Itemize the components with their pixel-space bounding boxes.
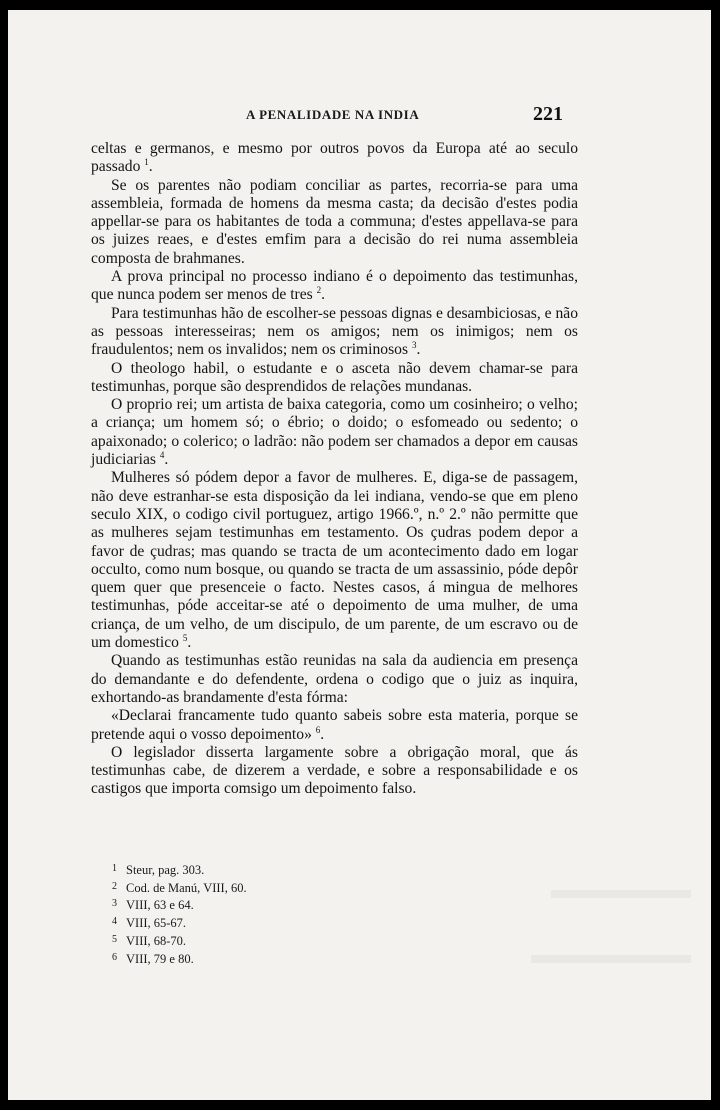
paragraph: Mulheres só pódem depor a favor de mulheres. E, diga-se de passagem, não deve estranhar-se esta disposição da lei indiana, vendo-se que em pleno seculo XIX, o codigo civil portuguez, artigo 1966.º, n.º 2.º não permitte que as mulheres sejam testimunhas em testamento. Os çudras podem depor a favor de çudras; mas quando se tracta de um acontecimento dado em logar occulto, como num bosque, ou quando se tracta de um assassinio, póde depôr quem quer que presenceie o facto. Nestes casos, á mingua de melhores testimunhas, póde acceitar-se até o depoimento de uma mulher, de uma criança, de um velho, de um discipulo, de um parente, de um escravo ou de um domestico $^5$. xyxy=(91,469,578,652)
footnote: 1 Steur, pag. 303. xyxy=(112,863,205,877)
footnote-ref: 3 xyxy=(411,340,417,351)
footnote: 5 VIII, 68-70. xyxy=(112,933,187,948)
paragraph: celtas e germanos, e mesmo por outros povos da Europa até ao seculo passado $^1$. xyxy=(91,140,578,176)
footnote-ref: 6 xyxy=(315,724,321,735)
bleed-through-shadow xyxy=(531,955,691,963)
page-header xyxy=(8,103,711,133)
body-text xyxy=(91,140,578,799)
paragraph: A prova principal no processo indiano é o depoimento das testimunhas, que nunca podem ser menos de tres $^2$. xyxy=(91,268,578,304)
footnote: 4 VIII, 65-67. xyxy=(112,916,187,931)
running-title: A PENALIDADE NA INDIA xyxy=(246,107,420,122)
bleed-through-shadow xyxy=(551,890,691,898)
footnote-ref: 1 xyxy=(144,157,149,168)
paragraph: Quando as testimunhas estão reunidas na sala da audiencia em presença do demandante e do defendente, ordena o codigo que o juiz as inquira, exhortando-as brandamente d'esta fórma: xyxy=(91,652,578,706)
footnote-ref: 2 xyxy=(316,285,322,296)
paragraph: Se os parentes não podiam conciliar as partes, recorria-se para uma assembleia, formada de homens da mesma casta; da decisão d'estes podia appellar-se para os habitantes de toda a communa; d'estes appellava-se para os juizes reaes, e d'estes emfim para a decisão do rei numa assembleia composta de brahmanes. xyxy=(91,176,578,267)
page-number: 221 xyxy=(533,103,563,125)
footnote: 3 VIII, 63 e 64. xyxy=(112,898,194,913)
paragraph: O legislador disserta largamente sobre a obrigação moral, que ás testimunhas cabe, de dizerem a verdade, e sobre a responsabilidade e os castigos que importa comsigo um depoimento falso. xyxy=(91,743,578,798)
paragraph: O theologo habil, o estudante e o asceta não devem chamar-se para testimunhas, porque são desprendidos de relações mundanas. xyxy=(91,359,578,395)
footnote-ref: 4 xyxy=(159,450,165,461)
footnote-ref: 5 xyxy=(182,633,188,644)
paragraph: O proprio rei; um artista de baixa categoria, como um cosinheiro; o velho; a criança; um homem só; o ébrio; o doido; o esfomeado ou sedento; o apaixonado; o colerico; o ladrão: não podem ser chamados a depor em causas judiciarias $^4$. xyxy=(91,396,578,469)
paragraph: «Declarai francamente tudo quanto sabeis sobre esta materia, porque se pretende aqui o vosso depoimento» $^6$. xyxy=(91,707,578,743)
footnote: 6 VIII, 79 e 80. xyxy=(112,951,194,966)
footnote: 2 Cod. de Manú, VIII, 60. xyxy=(112,880,247,895)
book-page xyxy=(8,10,711,1100)
paragraph: Para testimunhas hão de escolher-se pessoas dignas e desambiciosas, e não as pessoas interesseiras; nem os amigos; nem os inimigos; nem os fraudulentos; nem os invalidos; nem os criminosos $^3$. xyxy=(91,304,578,359)
footnotes xyxy=(112,861,412,967)
